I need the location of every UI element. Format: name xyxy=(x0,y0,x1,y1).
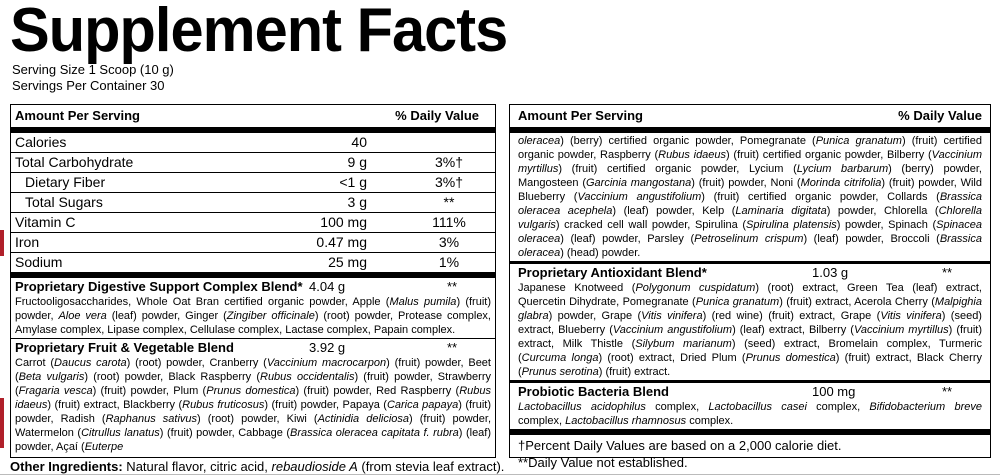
dv-header: % Daily Value xyxy=(898,108,982,123)
page-title: Supplement Facts xyxy=(10,0,508,65)
blend-amount: 4.04 g xyxy=(309,279,346,294)
blend-amount: 3.92 g xyxy=(309,340,346,355)
column-header xyxy=(11,105,495,127)
blend-title-fruit-vegetable xyxy=(11,339,495,356)
nutrient-dv: 3%† xyxy=(434,174,464,190)
nutrient-amount: 100 mg xyxy=(320,214,367,230)
nutrient-row-calories xyxy=(11,133,495,152)
blend-title-probiotic xyxy=(510,383,990,400)
servings-per-container: Servings Per Container 30 xyxy=(12,78,165,93)
bottom-divider xyxy=(0,474,1000,475)
nutrient-row-sodium xyxy=(11,253,495,272)
nutrient-name: Iron xyxy=(15,234,40,250)
nutrient-name: Sodium xyxy=(15,254,63,270)
blend-dv: ** xyxy=(447,279,458,294)
other-ingredients-label: Other Ingredients: xyxy=(10,459,123,474)
nutrient-amount: <1 g xyxy=(339,174,367,190)
blend-title-antioxidant xyxy=(510,264,990,281)
nutrient-dv: 111% xyxy=(432,214,466,230)
nutrient-name: Dietary Fiber xyxy=(25,174,106,190)
left-edge-accent-top xyxy=(0,230,4,256)
nutrient-row-iron xyxy=(11,233,495,252)
blend-dv: ** xyxy=(942,265,953,280)
footnote-dagger: †Percent Daily Values are based on a 2,000 calorie diet. xyxy=(518,438,842,453)
blend-dv: ** xyxy=(942,384,953,399)
nutrient-name: Vitamin C xyxy=(15,214,76,230)
nutrient-dv: 3% xyxy=(438,234,460,250)
blend-ingredients-digestive: Fructooligosaccharides, Whole Oat Bran certified organic powder, Apple (Malus pumila) (fruit) powder, Aloe vera (leaf) powder, Ginger (Zingiber officinale) (root) powder, Protease complex, Amylase complex, Lipase complex, Cellulase complex, Lactase complex, Papain complex. xyxy=(15,296,491,336)
nutrient-row-vitamin-c xyxy=(11,213,495,232)
nutrient-dv: 1% xyxy=(438,254,460,270)
nutrient-amount: 3 g xyxy=(347,194,367,210)
nutrient-amount: 9 g xyxy=(347,154,367,170)
blend-ingredients-fruit-vegetable-continued: oleracea) (berry) certified organic powder, Pomegranate (Punica granatum) (fruit) certified organic powder, Raspberry (Rubus idaeus) (fruit) certified organic powder, Bilberry (Vaccinium myrtillus) (fruit) certified organic powder, Lycium (Lycium barbarum) (berry) powder, Mangosteen (Garcinia mangostana) (fruit) powder, Noni (Morinda citrifolia) (fruit) powder, Wild Blueberry (Vaccinium angustifolium) (fruit) certified organic powder, Collards (Brassica oleracea acephela) (leaf) powder, Kelp (Laminaria digitata) powder, Chlorella (Chlorella vulgaris) cracked cell wall powder, Spirulina (Spirulina platensis) powder, Spinach (Spinacea oleracea) (leaf) powder, Parsley (Petroselinum crispum) (leaf) powder, Broccoli (Brassica oleracea) (head) powder. xyxy=(518,135,983,259)
nutrient-dv: ** xyxy=(443,194,455,210)
blend-ingredients-fruit-vegetable: Carrot (Daucus carota) (root) powder, Cranberry (Vaccinium macrocarpon) (fruit) powder, Beet (Beta vulgaris) (root) powder, Black Raspberry (Rubus occidentalis) (fruit) powder, Strawberry (Fragaria vesca) (fruit) powder, Plum (Prunus domestica) (fruit) powder, Red Raspberry (Rubus idaeus) (fruit) extract, Blackberry (Rubus fruticosus) (fruit) powder, Papaya (Carica papaya) (fruit) powder, Radish (Raphanus sativus) (root) powder, Kiwi (Actinidia deliciosa) (fruit) powder, Watermelon (Citrullus lanatus) (fruit) powder, Cabbage (Brassica oleracea capitata f. rubra) (leaf) powder, Açaí (Euterpe xyxy=(15,357,492,453)
blend-name: Proprietary Digestive Support Complex Blend* xyxy=(15,279,303,294)
serving-size: Serving Size 1 Scoop (10 g) xyxy=(12,62,174,77)
facts-panel-left xyxy=(10,104,496,458)
blend-ingredients-probiotic: Lactobacillus acidophilus complex, Lactobacillus casei complex, Bifidobacterium breve complex, Lactobacillus rhamnosus complex. xyxy=(518,401,982,427)
nutrient-row-carbohydrate xyxy=(11,153,495,172)
facts-panel-right xyxy=(509,104,991,470)
nutrient-name: Total Sugars xyxy=(25,194,103,210)
nutrient-row-sugars xyxy=(11,193,495,212)
nutrient-name: Calories xyxy=(15,134,67,150)
amount-header: Amount Per Serving xyxy=(518,108,643,123)
dv-header: % Daily Value xyxy=(395,108,479,123)
nutrient-amount: 0.47 mg xyxy=(316,234,367,250)
nutrient-dv: 3%† xyxy=(434,154,464,170)
blend-ingredients-antioxidant: Japanese Knotweed (Polygonum cuspidatum) (root) extract, Green Tea (leaf) extract, Quercetin Dihydrate, Pomegranate (Punica granatum) (fruit) extract, Acerola Cherry (Malpighia glabra) powder, Grape (Vitis vinifera) (red wine) (fruit) extract, Grape (Vitis vinifera) (seed) extract, Blueberry (Vaccinium angustifolium) (leaf) extract, Bilberry (Vaccinium myrtillus) (fruit) extract, Milk Thistle (Silybum marianum) (seed) extract, Bromelain complex, Turmeric (Curcuma longa) (root) extract, Dried Plum (Prunus domestica) (fruit) extract, Black Cherry (Prunus serotina) (fruit) extract. xyxy=(518,282,982,378)
blend-title-digestive xyxy=(11,278,495,295)
nutrient-amount: 25 mg xyxy=(328,254,367,270)
nutrient-amount: 40 xyxy=(351,134,367,150)
amount-header: Amount Per Serving xyxy=(15,108,140,123)
blend-name: Probiotic Bacteria Blend xyxy=(518,384,669,399)
nutrient-name: Total Carbohydrate xyxy=(15,154,134,170)
other-ingredients-text: Natural flavor, citric acid, rebaudioside A (from stevia leaf extract). xyxy=(122,459,505,474)
blend-name: Proprietary Antioxidant Blend* xyxy=(518,265,707,280)
blend-amount: 1.03 g xyxy=(812,265,849,280)
column-header xyxy=(510,105,990,127)
blend-dv: ** xyxy=(447,340,458,355)
nutrient-row-fiber xyxy=(11,173,495,192)
blend-amount: 100 mg xyxy=(812,384,856,399)
blend-name: Proprietary Fruit & Vegetable Blend xyxy=(15,340,234,355)
footnote-asterisks: **Daily Value not established. xyxy=(518,455,688,470)
other-ingredients xyxy=(10,458,504,475)
left-edge-accent-bottom xyxy=(0,398,4,448)
